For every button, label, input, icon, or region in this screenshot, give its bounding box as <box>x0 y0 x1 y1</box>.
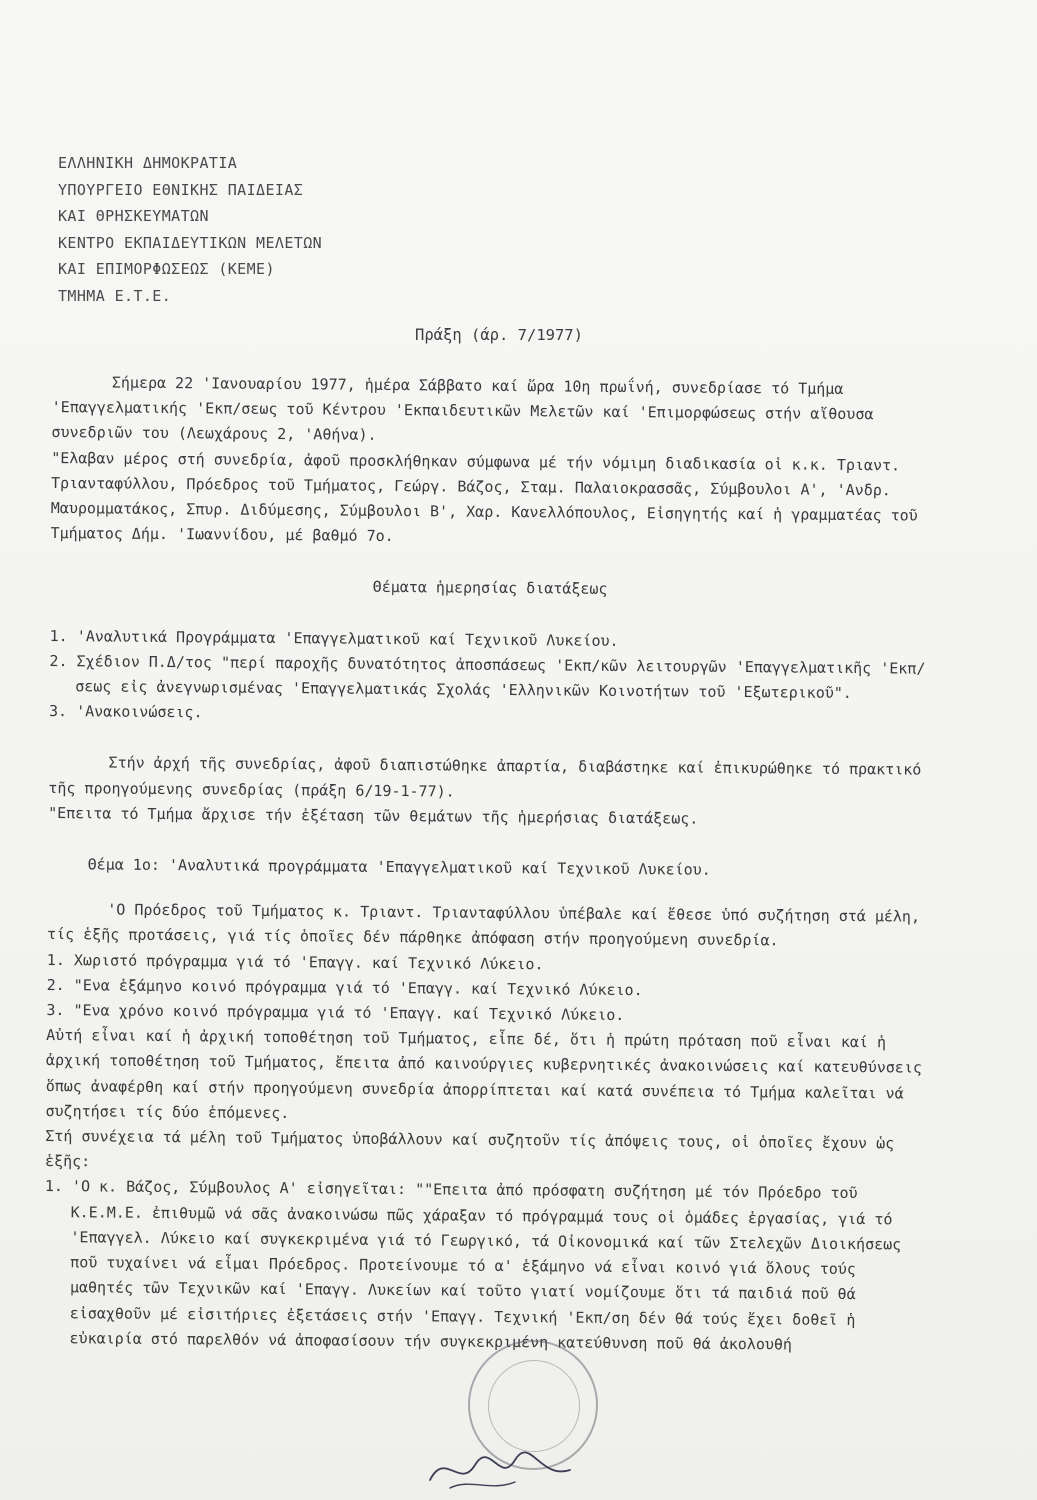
proposal-2: 2. "Ενα ἑξάμηνο κοινό πρόγραμμα γιά τό 'Επαγγ. καί Τεχνικό Λύκειο. <box>46 975 643 1000</box>
letterhead-line-5: ΚΑΙ ΕΠΙΜΟΡΦΩΣΕΩΣ (ΚΕΜΕ) <box>58 260 275 278</box>
opening-paragraph-2: "Επειτα τό Τμήμα ἄρχισε τήν ἐξέταση τῶν θεμάτων τῆς ἡμερήσιας διατάξεως. <box>48 803 699 828</box>
letterhead-line-6: ΤΜΗΜΑ Ε.Τ.Ε. <box>58 286 172 305</box>
document-body <box>43 370 932 1359</box>
topic-1-heading: Θέμα 1ο: 'Αναλυτικά προγράμματα 'Επαγγελματικοῦ καί Τεχνικοῦ Λυκείου. <box>87 855 711 879</box>
letterhead-line-1: ΕΛΛΗΝΙΚΗ ΔΗΜΟΚΡΑΤΙΑ <box>58 154 238 172</box>
topic-1-intro: 'Ο Πρόεδρος τοῦ Τμήματος κ. Τριαντ. Τριανταφύλλου ὑπέβαλε καί ἔθεσε ὑπό συζήτηση στά μέλη, τίς ἑξῆς προτάσεις, γιά τίς ὁποῖες δέν πάρθηκε ἀπόφαση στήν προηγούμενη συνεδρία. <box>46 900 921 950</box>
continuation-paragraph: Αὐτή εἶναι καί ἡ ἀρχική τοποθέτηση τοῦ Τμήματος, εἶπε δέ, ὅτι ἡ πρώτη πρόταση ποῦ εἶναι καί ἡ ἀρχική τοποθέτηση τοῦ Τμήματος, ἔπειτα ἀπό καινούργιες κυβερνητικές ἀνακοινώσεις καί κατευθύνσεις ὅπως ἀναφέρθη καί στήν προηγούμενη συνεδρία ἀπορρίπτεται καί κατά συνέπεια τό Τμήμα καλεῖται νά συζητήσει τίς δύο ἑπόμενες. <box>45 1026 923 1122</box>
opening-paragraph: Στήν ἀρχή τῆς συνεδρίας, ἀφοῦ διαπιστώθηκε ἀπαρτία, διαβάστηκε καί ἐπικυρώθηκε τό πρακτικό τῆς προηγούμενης συνεδρίας (πράξη 6/19-1-77). <box>48 753 922 801</box>
handwritten-signature <box>420 1440 580 1495</box>
agenda-item-3: 3. 'Ανακοινώσεις. <box>48 702 203 722</box>
participants-paragraph: "Ελαβαν μέρος στή συνεδρία, ἀφοῦ προσκλήθηκαν σύμφωνα μέ τήν νόμιμη διαδικασία οἱ κ.κ. Τριαντ. Τριανταφύλλου, Πρόεδρος τοῦ Τμήματος, Γεώργ. Βάζος, Σταμ. Παλαιοκρασσᾶς, Σύμβουλοι Α', 'Ανδρ. Μαυρομματάκος, Σπυρ. Διδύμεσης, Σύμβουλοι Β', Χαρ. Κανελλόπουλος, Εἰσηγητής καί ἡ γραμματέας τοῦ Τμήματος Δήμ. 'Ιωαννίδου, μέ βαθμό 7ο. <box>50 448 918 546</box>
agenda-item-1: 1. 'Αναλυτικά Προγράμματα 'Επαγγελματικοῦ καί Τεχνικοῦ Λυκείου. <box>49 626 619 650</box>
intro-paragraph: Σήμερα 22 'Ιανουαρίου 1977, ἡμέρα Σάββατο καί ὥρα 10η πρωΐνή, συνεδρίασε τό Τμήμα 'Επαγγελματικής 'Εκπ/σεως τοῦ Κέντρου 'Εκπαιδευτικῶν Μελετῶν καί 'Επιμορφώσεως στήν αἴθουσα συνεδριῶν του (Λεωχάρους 2, 'Αθήνα). <box>51 373 874 445</box>
letterhead-line-3: ΚΑΙ ΘΡΗΣΚΕΥΜΑΤΩΝ <box>58 207 209 225</box>
proposal-1: 1. Χωριστό πρόγραμμα γιά τό 'Επαγγ. καί Τεχνικό Λύκειο. <box>46 950 544 973</box>
document-title: Πράξη (άρ. 7/1977) <box>415 326 583 344</box>
agenda-item-2: 2. Σχέδιον Π.Δ/τος "περί παροχῆς δυνατότητος ἀποσπάσεως 'Εκπ/κῶν λειτουργῶν 'Επαγγελματικῆς 'Εκπ/σεως εἰς ἀνεγνωρισμένας 'Επαγγελματικάς Σχολάς 'Ελληνικῶν Κοινοτήτων τοῦ 'Εξωτερικοῦ". <box>49 651 926 703</box>
proposal-3: 3. "Ενα χρόνο κοινό πρόγραμμα γιά τό 'Επαγγ. καί Τεχνικό Λύκειο. <box>46 1001 625 1025</box>
member-1-statement: 1. 'Ο κ. Βάζος, Σύμβουλος Α' εἰσηγεῖται: ""Επειτα ἀπό πρόσφατη συζήτηση μέ τόν Πρόεδρο τοῦ Κ.Ε.Μ.Ε. ἐπιθυμῶ νά σᾶς ἀνακοινώσω πῶς χάραξαν τό πρόγραμμά τους οἱ ὁμάδες ἐργασίας, γιά τό 'Επαγγελ. Λύκειο καί συγκεκριμένα γιά τό Γεωργικό, τά Οἰκονομικά καί τῶν Στελεχῶν Διοικήσεως ποῦ τυχαίνει νά εἶμαι Πρόεδρος. Προτείνουμε τό α' ἑξάμηνο νά εἶναι κοινό γιά ὅλους τούς μαθητές τῶν Τεχνικῶν καί 'Επαγγ. Λυκείων καί τοῦτο γιατί νομίζουμε ὅτι τά παιδιά ποῦ θά εἰσαχθοῦν μέ εἰσιτήριες ἐξετάσεις στήν 'Επαγγ. Τεχνική 'Εκπ/ση δέν θά τούς ἔχει δοθεῖ ἡ εὐκαιρία στό παρελθόν νά ἀποφασίσουν τήν συγκεκριμένη κατεύθυνση ποῦ θά ἀκολουθή <box>44 1177 902 1354</box>
members-paragraph: Στή συνέχεια τά μέλη τοῦ Τμήματος ὑποβάλλουν καί συζητοῦν τίς ἀπόψεις τους, οἱ ὁποῖες ἔχουν ὡς ἑξῆς: <box>45 1127 895 1171</box>
letterhead-line-2: ΥΠΟΥΡΓΕΙΟ ΕΘΝΙΚΗΣ ΠΑΙΔΕΙΑΣ <box>58 180 304 199</box>
official-seal-inner <box>488 1360 580 1452</box>
agenda-title: Θέματα ἡμερησίας διατάξεως <box>372 578 608 599</box>
letterhead <box>58 150 322 309</box>
letterhead-line-4: ΚΕΝΤΡΟ ΕΚΠΑΙΔΕΥΤΙΚΩΝ ΜΕΛΕΤΩΝ <box>58 233 323 252</box>
